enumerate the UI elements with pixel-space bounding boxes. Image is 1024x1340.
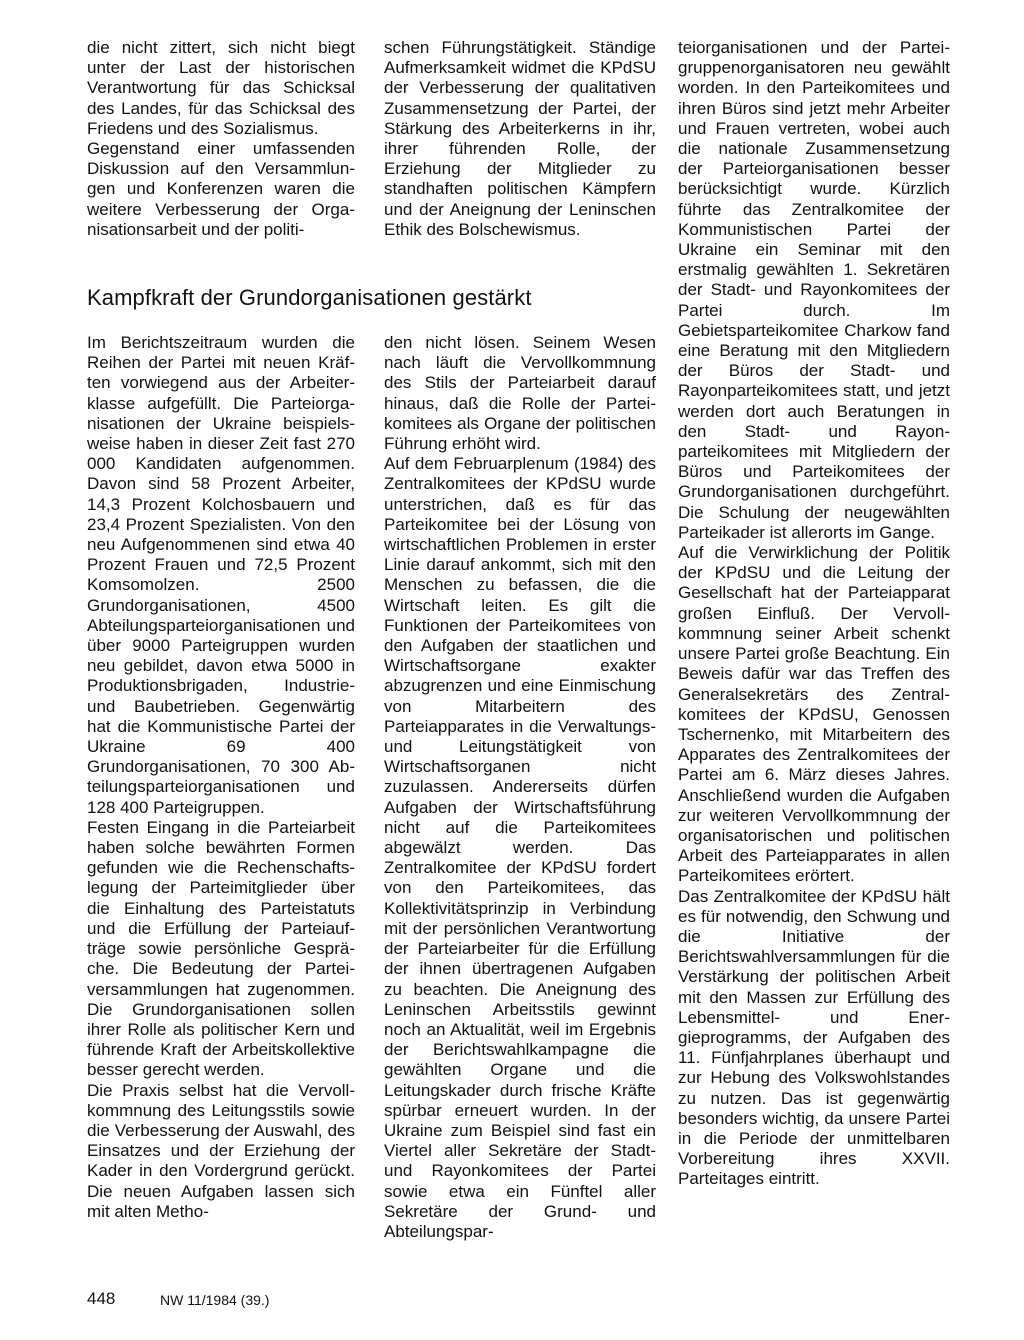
column-top-left — [87, 38, 355, 240]
paragraph: die nicht zittert, sich nicht biegt unter der Last der historischen Verantwortung für das Schicksal des Landes, für das Schicksal des Friedens und des Sozialismus. — [87, 38, 355, 138]
paragraph: Das Zentralkomitee der KPdSU hält es für notwendig, den Schwung und die Initiative der Berichtswahlversammlungen für die Verstärkung der politischen Arbeit mit den Massen zur Erfüllung des Lebensmittel- und Energieprogramms, der Aufgaben des 11. Fünfjahrplanes überhaupt und zur Hebung des Volkswohlstandes zu nutzen. Das ist gegenwärtig besonders wichtig, da unsere Partei in die Periode der unmittelbaren Vorbereitung ihres XXVII. Parteitages eintritt. — [678, 886, 950, 1189]
paragraph: teiorganisationen und der Parteigruppenorganisatoren neu gewählt worden. In den Parteikomitees und ihren Büros sind jetzt mehr Arbeiter und Frauen vertreten, wobei auch die nationale Zusammensetzung der Parteiorganisationen besser berücksichtigt wurde. Kürzlich führte das Zentralkomitee der Kommunistischen Partei der Ukraine ein Seminar mit den erstmalig gewählten 1. Sekretären der Stadt- und Rayonkomitees der Partei durch. Im Gebietsparteikomitee Charkow fand eine Beratung mit den Mitgliedern der Büros der Stadt- und Rayonparteikomitees statt, und jetzt werden dort auch Beratungen in den Stadt- und Rayonparteikomitees mit Mitgliedern der Büros und Parteikomitees der Grundorganisationen durchgeführt. Die Schulung der neugewählten Parteikader ist allerorts im Gange. — [678, 38, 950, 542]
section-heading: Kampfkraft der Grundorganisationen gestärkt — [87, 285, 532, 310]
paragraph: Auf die Verwirklichung der Politik der KPdSU und die Leitung der Gesellschaft hat der Parteiapparat großen Einfluß. Der Vervollkommnung seiner Arbeit schenkt unsere Partei große Beachtung. Ein Beweis dafür war das Treffen des Generalsekretärs des Zentralkomitees der KPdSU, Genossen Tschernenko, mit Mitarbeitern des Apparates des Zentralkomitees der Partei am 6. März dieses Jahres. Anschließend wurden die Aufgaben zur weiteren Vervollkommnung der organisatorischen und politischen Arbeit des Parteiapparates in allen Parteikomitees erörtert. — [678, 543, 950, 886]
paragraph: schen Führungstätigkeit. Ständige Aufmerksamkeit widmet die KPdSU der Verbesserung der qualitativen Zusammensetzung der Partei, der Stärkung des Arbeiterkerns in ihr, ihrer führenden Rolle, der Erziehung der Mitglieder zu standhaften politischen Kämpfern und der Aneignung der Leninschen Ethik des Bolschewismus. — [384, 38, 656, 239]
paragraph: Festen Eingang in die Parteiarbeit haben solche bewährten Formen gefunden wie die Rechenschaftslegung der Parteimitglieder über die Einhaltung des Parteistatuts und die Erfüllung der Parteiaufträge sowie persönliche Gespräche. Die Bedeutung der Parteiversammlungen hat zugenommen. Die Grundorganisationen sollen ihrer Rolle als politischer Kern und führende Kraft der Arbeitskollektive besser gerecht werden. — [87, 817, 355, 1080]
paragraph: Die Praxis selbst hat die Vervollkommnung des Leitungsstils sowie die Verbesserung der Auswahl, des Einsatzes und der Erziehung der Kader in den Vordergrund gerückt. Die neuen Aufgaben lassen sich mit alten Metho- — [87, 1080, 355, 1221]
column-bottom-middle — [384, 333, 656, 1242]
column-bottom-left — [87, 333, 355, 1222]
paragraph: Im Berichtszeitraum wurden die Reihen der Partei mit neuen Kräften vorwiegend aus der Arbeiterklasse aufgefüllt. Die Parteiorganisationen der Ukraine beispielsweise haben in dieser Zeit fast 270 000 Kandidaten aufgenommen. Davon sind 58 Prozent Arbeiter, 14,3 Prozent Kolchosbauern und 23,4 Prozent Spezialisten. Von den neu Aufgenommenen sind etwa 40 Prozent Frauen und 72,5 Prozent Komsomolzen. 2500 Grundorganisationen, 4500 Abteilungsparteiorganisationen und über 9000 Parteigruppen wurden neu gebildet, davon etwa 5000 in Produktionsbrigaden, Industrie- und Baubetrieben. Gegenwärtig hat die Kommunistische Partei der Ukraine 69 400 Grundorganisationen, 70 300 Abteilungsparteiorganisationen und 128 400 Parteigruppen. — [87, 333, 355, 817]
journal-reference: NW 11/1984 (39.) — [160, 1292, 270, 1308]
page-number: 448 — [87, 1289, 116, 1308]
column-right — [678, 38, 950, 1190]
paragraph: Auf dem Februarplenum (1984) des Zentralkomitees der KPdSU wurde unterstrichen, daß es für das Parteikomitee bei der Lösung von wirtschaftlichen Problemen in erster Linie darauf ankommt, sich mit den Menschen zu befassen, die die Wirtschaft leiten. Es gilt die Funktionen der Parteikomitees von den Aufgaben der staatlichen und Wirtschaftsorgane exakter abzugrenzen und eine Einmischung von Mitarbeitern des Parteiapparates in die Verwaltungs- und Leitungstätigkeit von Wirtschaftsorganen nicht zuzulassen. Andererseits dürfen Aufgaben der Wirtschaftsführung nicht auf die Parteikomitees abgewälzt werden. Das Zentralkomitee der KPdSU fordert von den Parteikomitees, das Kollektivitätsprinzip in Verbindung mit der persönlichen Verantwortung der Parteiarbeiter für die Erfüllung der ihnen übertragenen Aufgaben zu beachten. Die Aneignung des Leninschen Arbeitsstils gewinnt noch an Aktualität, weil im Ergebnis der Berichtswahlkampagne die gewählten Organe und die Leitungskader durch frische Kräfte spürbar erneuert wurden. In der Ukraine zum Beispiel sind fast ein Viertel aller Sekretäre der Stadt- und Rayonkomitees der Partei sowie etwa ein Fünftel aller Sekretäre der Grund- und Abteilungspar- — [384, 454, 656, 1241]
paragraph: den nicht lösen. Seinem Wesen nach läuft die Vervollkommnung des Stils der Parteiarbeit darauf hinaus, daß die Rolle der Parteikomitees als Organe der politischen Führung erhöht wird. — [384, 333, 656, 454]
column-top-middle — [384, 38, 656, 240]
paragraph: Gegenstand einer umfassenden Diskussion auf den Versammlungen und Konferenzen waren die weitere Verbesserung der Organisationsarbeit und der politi- — [87, 139, 355, 239]
